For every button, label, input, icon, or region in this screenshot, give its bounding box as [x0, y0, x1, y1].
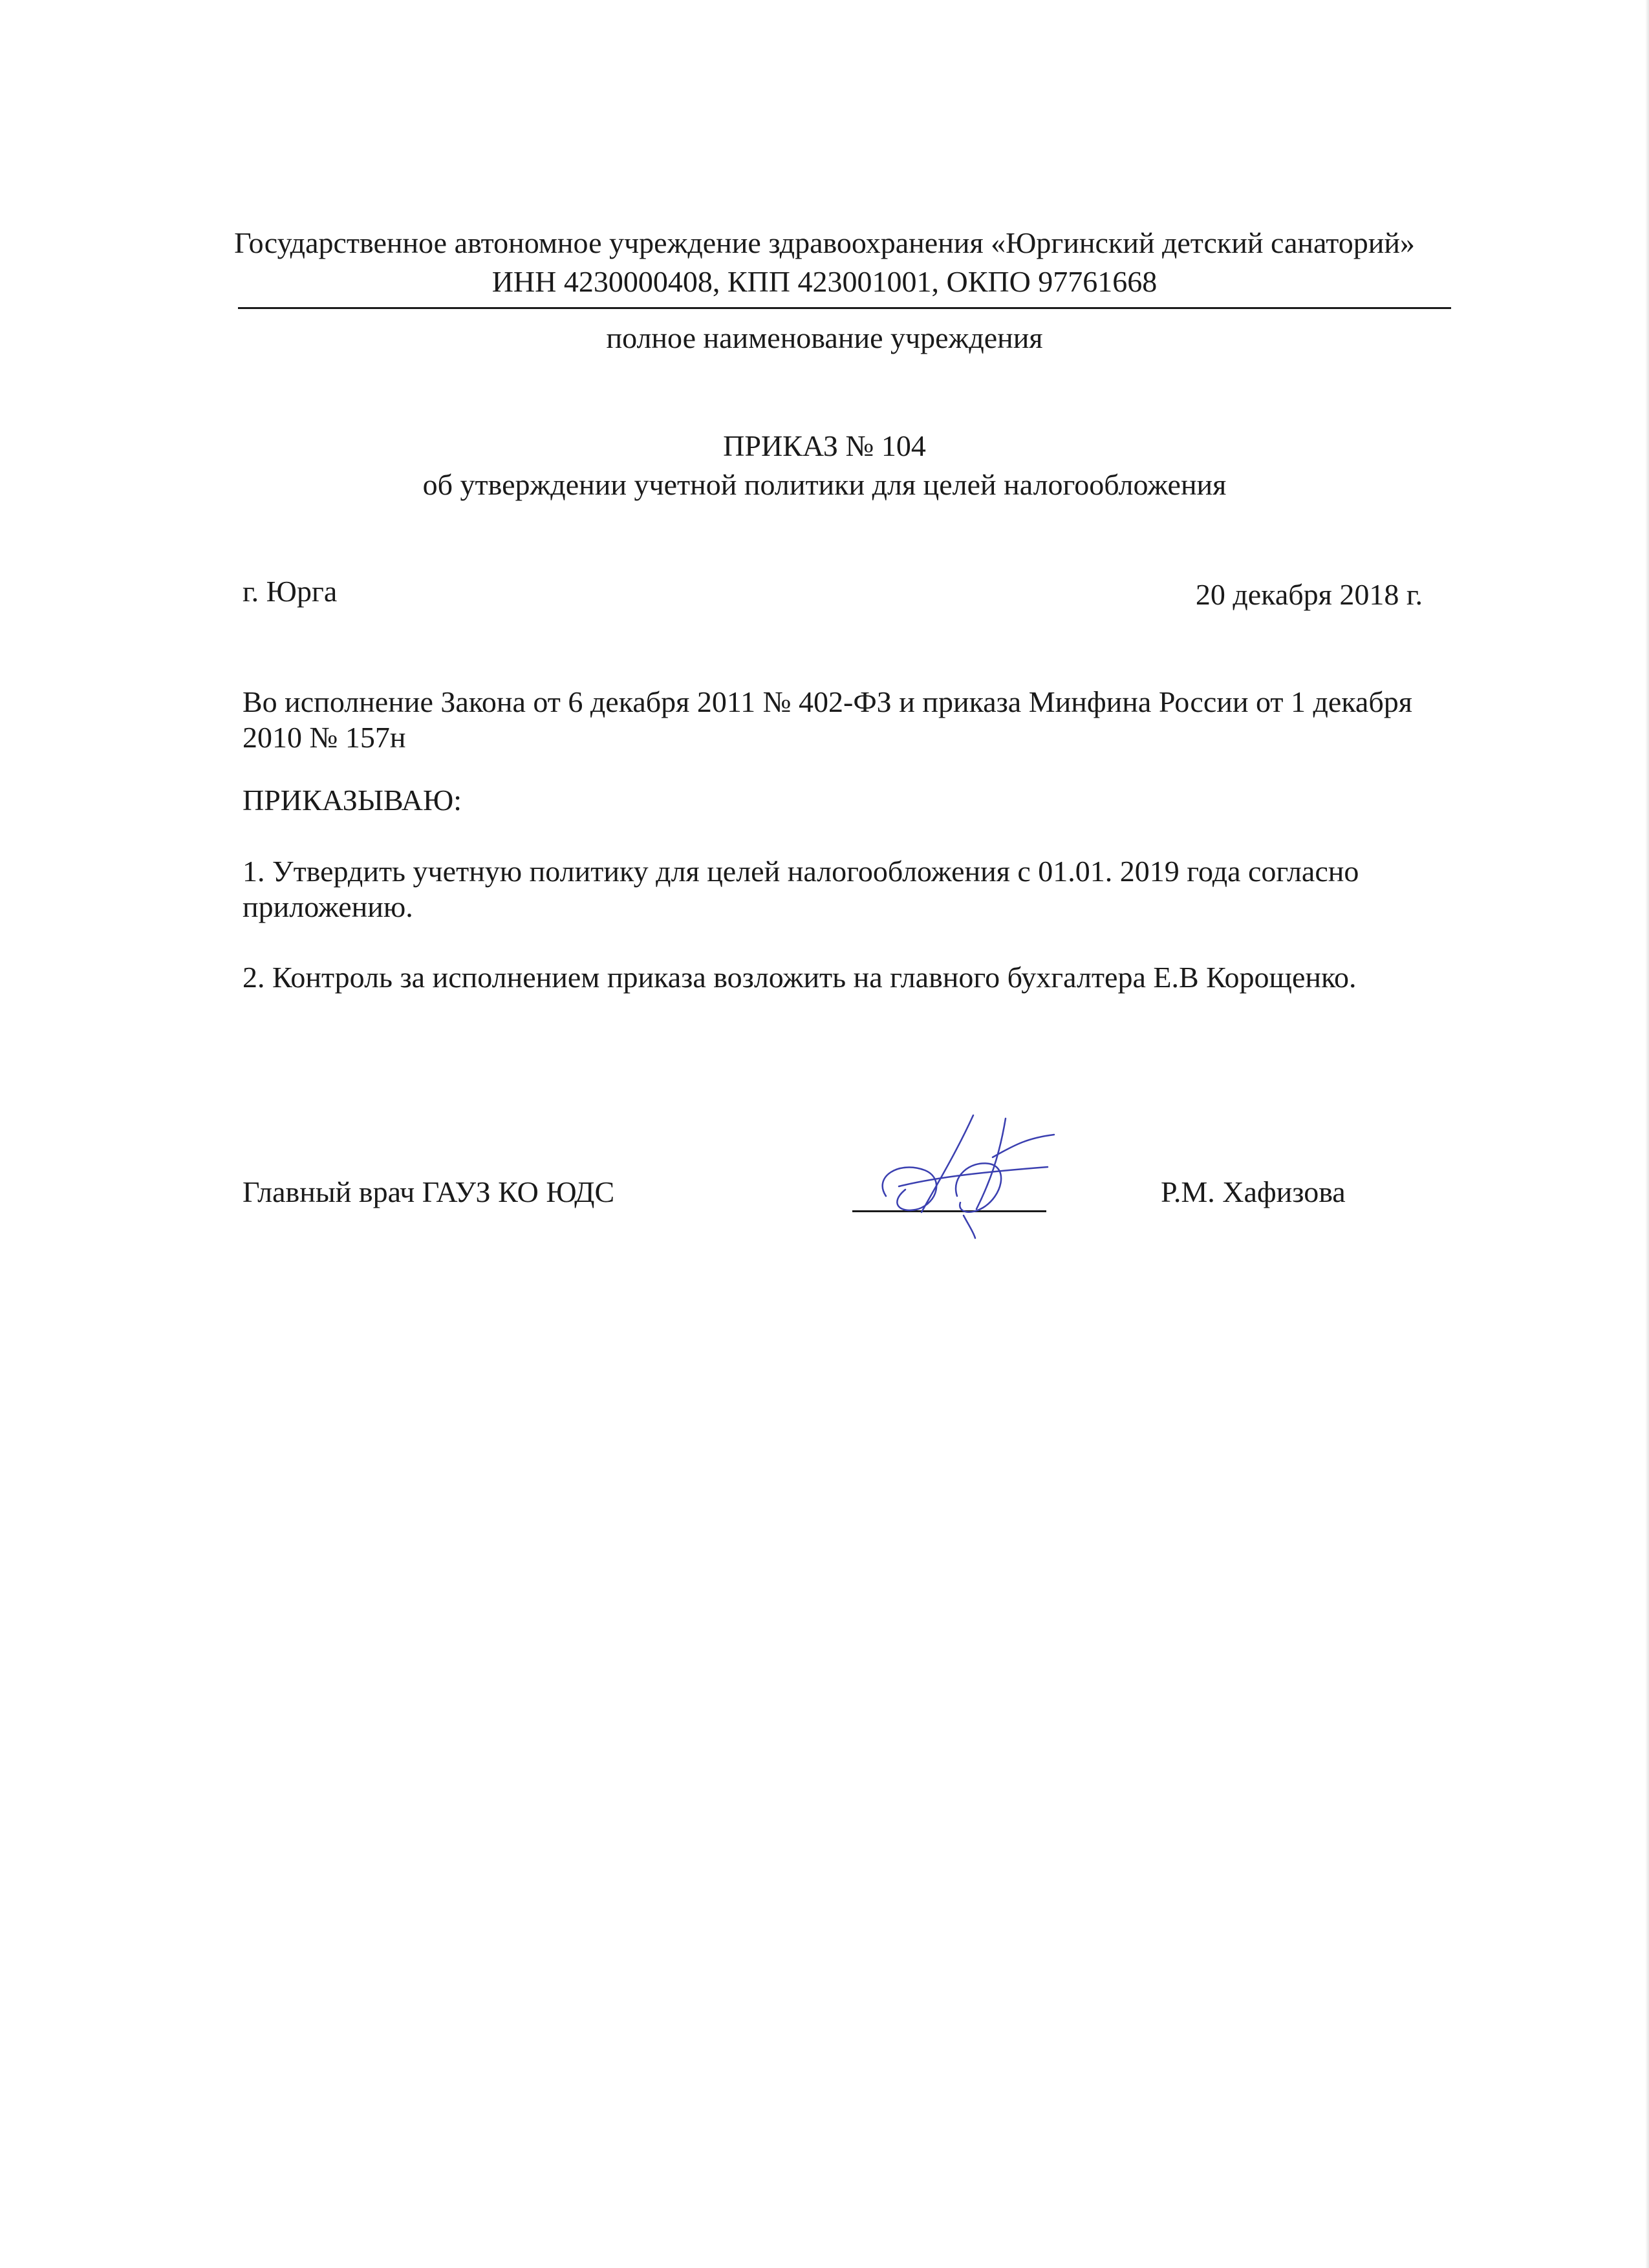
preamble-line-1: Во исполнение Закона от 6 декабря 2011 № 402-ФЗ и приказа Минфина России от 1 декабря [242, 685, 1412, 718]
item-1-line-2: приложению. [242, 890, 413, 923]
handwritten-signature [860, 1099, 1080, 1241]
institution-codes: ИНН 4230000408, КПП 423001001, ОКПО 97761668 [491, 265, 1158, 298]
preamble-line-2: 2010 № 157н [242, 721, 406, 754]
institution-name: Государственное автономное учреждение здравоохранения «Юргинский детский санаторий» [234, 226, 1415, 259]
signatory-name: Р.М. Хафизова [1161, 1175, 1346, 1208]
order-title: ПРИКАЗ № 104 [723, 429, 926, 462]
item-2-line-1: 2. Контроль за исполнением приказа возложить на главного бухгалтера Е.В Корощенко. [242, 961, 1357, 994]
signatory-position: Главный врач ГАУЗ КО ЮДС [242, 1175, 615, 1208]
item-1-line-1: 1. Утвердить учетную политику для целей налогообложения с 01.01. 2019 года согласно [242, 855, 1359, 888]
order-place: г. Юрга [242, 575, 338, 608]
order-subject: об утверждении учетной политики для целей налогообложения [422, 468, 1227, 501]
header-caption: полное наименование учреждения [606, 321, 1043, 354]
header-rule [238, 307, 1451, 309]
command-word: ПРИКАЗЫВАЮ: [242, 784, 462, 817]
order-date: 20 декабря 2018 г. [1195, 578, 1423, 611]
